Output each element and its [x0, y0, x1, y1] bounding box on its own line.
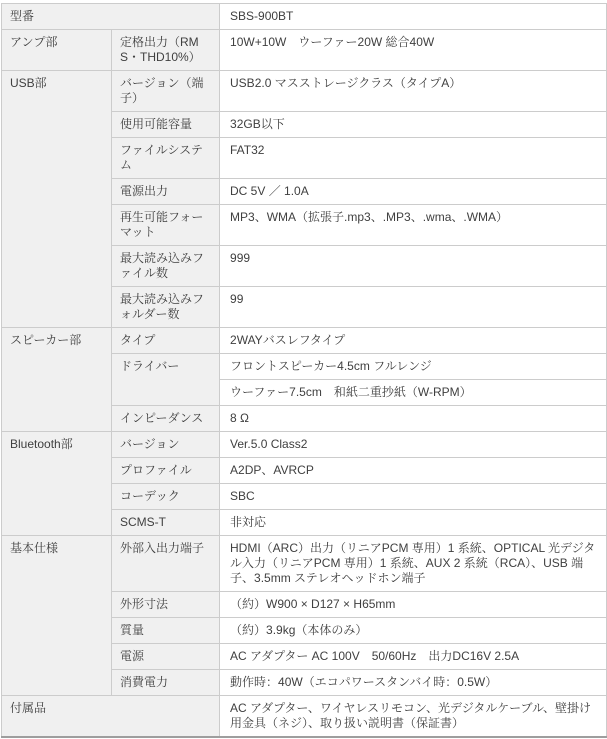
label-cell-weight: 質量 [112, 618, 220, 644]
value-cell-speaker-driver-front: フロントスピーカー4.5cm フルレンジ [220, 354, 607, 380]
label-cell-speaker-type: タイプ [112, 328, 220, 354]
value-cell-usb-max-files: 999 [220, 246, 607, 287]
label-cell-io-terminals: 外部入出力端子 [112, 536, 220, 592]
value-cell-bt-profile: A2DP、AVRCP [220, 458, 607, 484]
value-cell-usb-capacity: 32GB以下 [220, 112, 607, 138]
value-cell-dimensions: （約）W900 × D127 × H65mm [220, 592, 607, 618]
value-cell-power-supply: AC アダプター AC 100V 50/60Hz 出力DC16V 2.5A [220, 644, 607, 670]
value-cell-speaker-driver-woofer: ウーファー7.5cm 和紙二重抄紙（W-RPM） [220, 380, 607, 406]
value-cell-io-terminals: HDMI（ARC）出力（リニアPCM 専用）1 系統、OPTICAL 光デジタル入力（リニアPCM 専用）1 系統、AUX 2 系統（RCA）、USB 端子、3.5mm ステレオヘッドホン端子 [220, 536, 607, 592]
value-cell-power-consumption: 動作時：40W（エコパワースタンバイ時：0.5W） [220, 670, 607, 696]
group-cell-model: 型番 [2, 4, 220, 30]
label-cell-bt-profile: プロファイル [112, 458, 220, 484]
label-cell-speaker-impedance: インピーダンス [112, 406, 220, 432]
value-cell-speaker-type: 2WAYバスレフタイプ [220, 328, 607, 354]
label-cell-power-consumption: 消費電力 [112, 670, 220, 696]
label-cell-power-supply: 電源 [112, 644, 220, 670]
table-row-model [2, 4, 607, 30]
group-cell-speaker: スピーカー部 [2, 328, 112, 432]
table-row-speaker-type [2, 328, 607, 354]
value-cell-speaker-impedance: 8 Ω [220, 406, 607, 432]
value-cell-bt-scms-t: 非対応 [220, 510, 607, 536]
group-cell-basic-spec: 基本仕様 [2, 536, 112, 696]
group-cell-usb: USB部 [2, 71, 112, 328]
value-cell-usb-power-output: DC 5V ／ 1.0A [220, 179, 607, 205]
table-row-bt-version [2, 432, 607, 458]
label-cell-usb-formats: 再生可能フォーマット [112, 205, 220, 246]
value-cell-usb-version: USB2.0 マスストレージクラス（タイプA） [220, 71, 607, 112]
value-cell-bt-codec: SBC [220, 484, 607, 510]
label-cell-usb-filesystem: ファイルシステム [112, 138, 220, 179]
value-cell-usb-max-folders: 99 [220, 287, 607, 328]
label-cell-usb-capacity: 使用可能容量 [112, 112, 220, 138]
label-cell-usb-power-output: 電源出力 [112, 179, 220, 205]
label-cell-bt-scms-t: SCMS-T [112, 510, 220, 536]
label-cell-usb-max-folders: 最大読み込みフォルダー数 [112, 287, 220, 328]
value-cell-bt-version: Ver.5.0 Class2 [220, 432, 607, 458]
group-cell-bluetooth: Bluetooth部 [2, 432, 112, 536]
value-cell-rated-output: 10W+10W ウーファー20W 総合40W [220, 30, 607, 71]
value-cell-weight: （約）3.9kg（本体のみ） [220, 618, 607, 644]
label-cell-rated-output: 定格出力（RMS・THD10%） [112, 30, 220, 71]
label-cell-speaker-driver: ドライバー [112, 354, 220, 406]
value-cell-usb-filesystem: FAT32 [220, 138, 607, 179]
value-cell-usb-formats: MP3、WMA（拡張子.mp3、.MP3、.wma、.WMA） [220, 205, 607, 246]
label-cell-bt-codec: コーデック [112, 484, 220, 510]
label-cell-dimensions: 外形寸法 [112, 592, 220, 618]
value-cell-model: SBS-900BT [220, 4, 607, 30]
table-row-io-terminals [2, 536, 607, 592]
group-cell-amp: アンプ部 [2, 30, 112, 71]
label-cell-usb-version: バージョン（端子） [112, 71, 220, 112]
table-row-usb-version [2, 71, 607, 112]
spec-table [1, 3, 607, 738]
table-row-accessories [2, 696, 607, 738]
value-cell-accessories: AC アダプター、ワイヤレスリモコン、光デジタルケーブル、壁掛け用金具（ネジ）、取り扱い説明書（保証書） [220, 696, 607, 738]
table-row-amp-output [2, 30, 607, 71]
label-cell-usb-max-files: 最大読み込みファイル数 [112, 246, 220, 287]
group-cell-accessories: 付属品 [2, 696, 220, 738]
label-cell-bt-version: バージョン [112, 432, 220, 458]
